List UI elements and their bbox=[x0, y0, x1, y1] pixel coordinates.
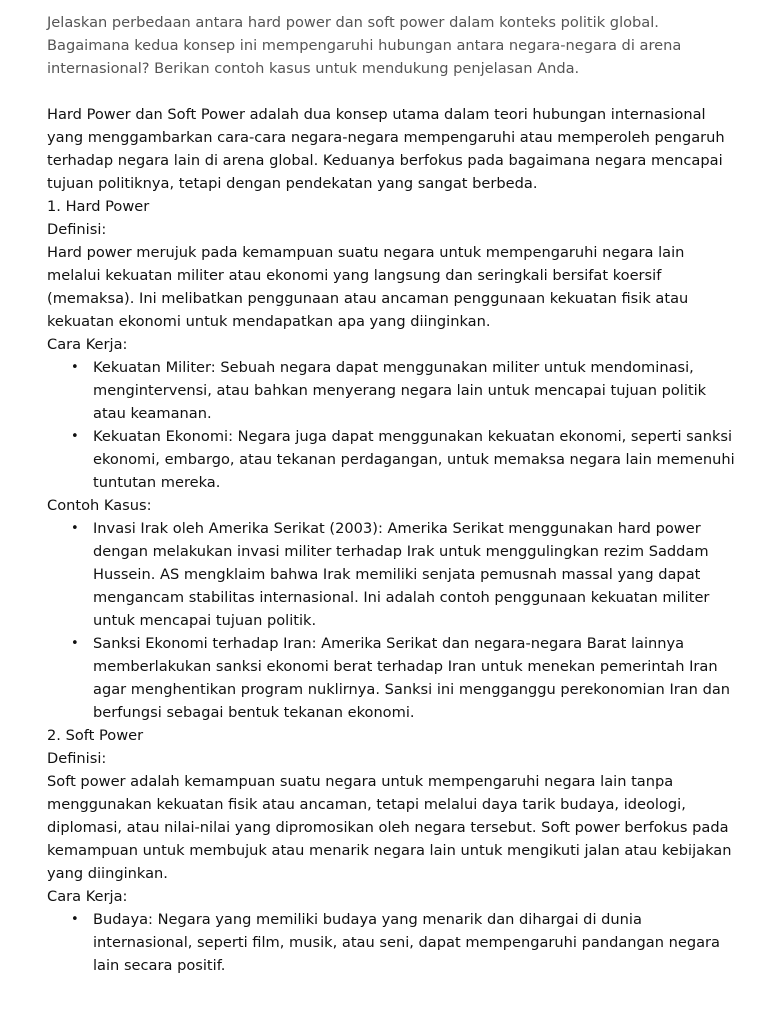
hard-cara-kerja-label: Cara Kerja: bbox=[47, 336, 128, 353]
intro-paragraph: Hard Power dan Soft Power adalah dua konsep utama dalam teori hubungan internasional yang menggambarkan cara-cara negara-negara mempengaruhi atau memperoleh pengaruh terhadap negara lain di arena global. Keduanya berfokus pada bagaimana negara mencapai tujuan politiknya, tetapi dengan pendekatan yang sangat berbeda. bbox=[47, 106, 725, 192]
list-item: • Kekuatan Ekonomi: Negara juga dapat menggunakan kekuatan ekonomi, seperti sanksi ekonomi, embargo, atau tekanan perdagangan, untuk memaksa negara lain memenuhi tuntutan mereka. bbox=[93, 425, 738, 494]
list-item: • Sanksi Ekonomi terhadap Iran: Amerika Serikat dan negara-negara Barat lainnya memberlakukan sanksi ekonomi berat terhadap Iran untuk menekan pemerintah Iran agar menghentikan program nuklirnya. Sanksi ini mengganggu perekonomian Iran dan berfungsi sebagai bentuk tekanan ekonomi. bbox=[93, 632, 738, 724]
hard-power-heading: 1. Hard Power bbox=[47, 198, 150, 215]
soft-cara-kerja-list bbox=[47, 908, 738, 977]
list-item: • Invasi Irak oleh Amerika Serikat (2003): Amerika Serikat menggunakan hard power dengan melakukan invasi militer terhadap Irak untuk menggulingkan rezim Saddam Hussein. AS mengklaim bahwa Irak memiliki senjata pemusnah massal yang dapat mengancam stabilitas internasional. Ini adalah contoh penggunaan kekuatan militer untuk mencapai tujuan politik. bbox=[93, 517, 738, 632]
hard-cara-kerja-list bbox=[47, 356, 738, 494]
soft-cara-kerja-label: Cara Kerja: bbox=[47, 888, 128, 905]
list-item: • Kekuatan Militer: Sebuah negara dapat menggunakan militer untuk mendominasi, mengintervensi, atau bahkan menyerang negara lain untuk mencapai tujuan politik atau keamanan. bbox=[93, 356, 738, 425]
question-text: Jelaskan perbedaan antara hard power dan soft power dalam konteks politik global. Bagaimana kedua konsep ini mempengaruhi hubungan antara negara-negara di arena internasional? Berikan contoh kasus untuk mendukung penjelasan Anda. bbox=[47, 14, 682, 77]
hard-contoh-kasus-label: Contoh Kasus: bbox=[47, 497, 152, 514]
hard-definition-text: Hard power merujuk pada kemampuan suatu negara untuk mempengaruhi negara lain melalui kekuatan militer atau ekonomi yang langsung dan seringkali bersifat koersif (memaksa). Ini melibatkan penggunaan atau ancaman penggunaan kekuatan fisik atau kekuatan ekonomi untuk mendapatkan apa yang diinginkan. bbox=[47, 244, 689, 330]
hard-contoh-kasus-list bbox=[47, 517, 738, 724]
list-item: • Budaya: Negara yang memiliki budaya yang menarik dan dihargai di dunia internasional, seperti film, musik, atau seni, dapat mempengaruhi pandangan negara lain secara positif. bbox=[93, 908, 738, 977]
soft-definition-label: Definisi: bbox=[47, 750, 107, 767]
hard-definition-label: Definisi: bbox=[47, 221, 107, 238]
soft-definition-text: Soft power adalah kemampuan suatu negara untuk mempengaruhi negara lain tanpa menggunakan kekuatan fisik atau ancaman, tetapi melalui daya tarik budaya, ideologi, diplomasi, atau nilai-nilai yang dipromosikan oleh negara tersebut. Soft power berfokus pada kemampuan untuk membujuk atau menarik negara lain untuk mengikuti jalan atau kebijakan yang diinginkan. bbox=[47, 773, 732, 882]
soft-power-heading: 2. Soft Power bbox=[47, 727, 144, 744]
